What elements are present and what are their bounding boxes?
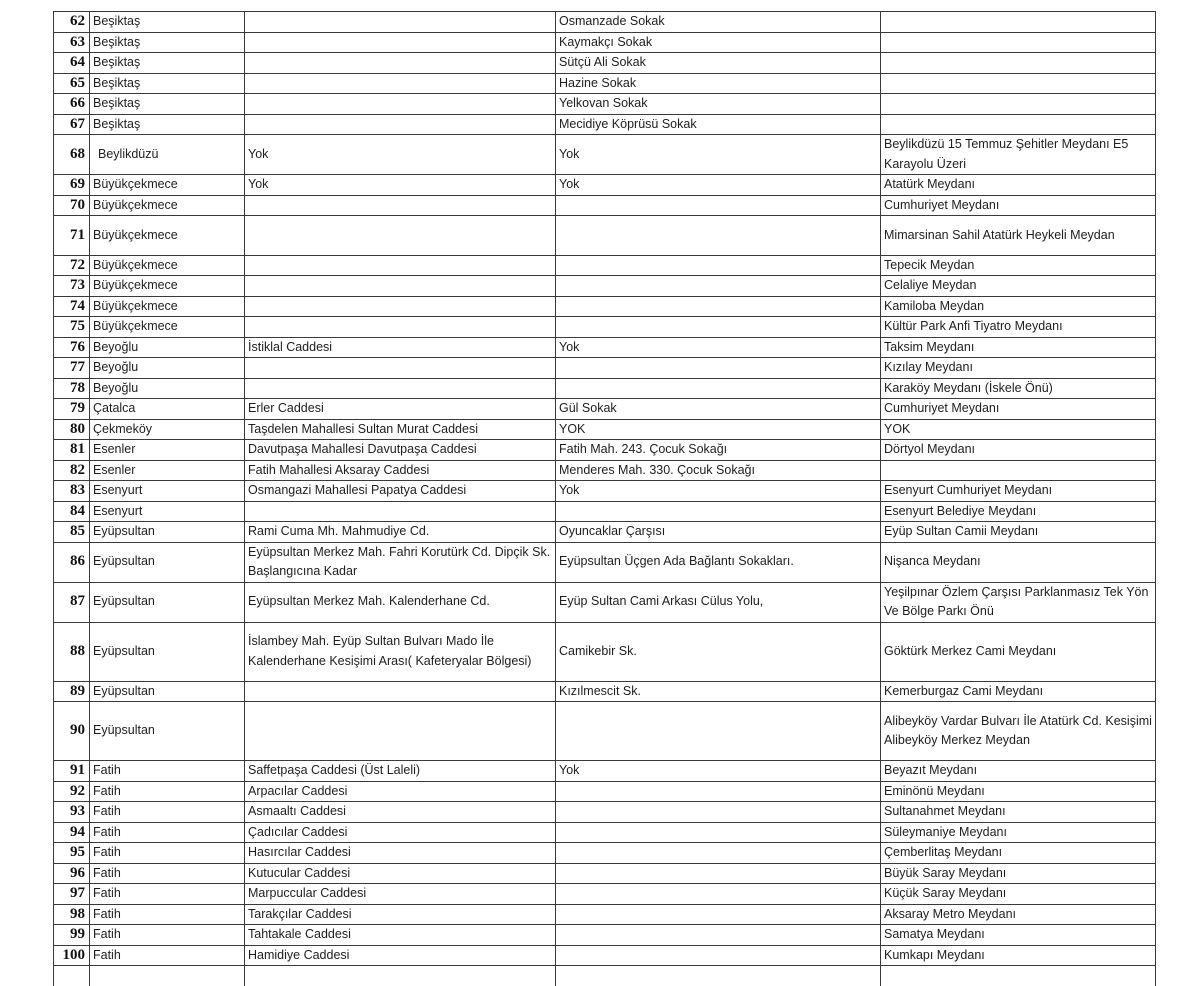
table-row	[54, 399, 1156, 420]
district-cell: Büyükçekmece	[90, 195, 245, 216]
alley-cell	[556, 863, 881, 884]
row-number-cell: 95	[54, 843, 90, 864]
square-cell: Küçük Saray Meydanı	[881, 884, 1156, 905]
table-row	[54, 843, 1156, 864]
square-cell: Beylikdüzü 15 Temmuz Şehitler Meydanı E5 Karayolu Üzeri	[881, 135, 1156, 175]
table-row	[54, 802, 1156, 823]
district-cell: Büyükçekmece	[90, 317, 245, 338]
empty-cell	[556, 966, 881, 986]
row-number-cell: 86	[54, 542, 90, 582]
square-cell	[881, 53, 1156, 74]
row-number-cell: 99	[54, 925, 90, 946]
table-row	[54, 419, 1156, 440]
row-number-cell: 92	[54, 781, 90, 802]
alley-cell: Yok	[556, 135, 881, 175]
district-cell: Fatih	[90, 925, 245, 946]
district-cell: Büyükçekmece	[90, 296, 245, 317]
square-cell: Tepecik Meydan	[881, 255, 1156, 276]
street-cell	[245, 702, 556, 761]
street-cell: Hamidiye Caddesi	[245, 945, 556, 966]
street-cell	[245, 216, 556, 256]
street-cell: Taşdelen Mahallesi Sultan Murat Caddesi	[245, 419, 556, 440]
row-number-cell: 64	[54, 53, 90, 74]
square-cell	[881, 114, 1156, 135]
square-cell: Yeşilpınar Özlem Çarşısı Parklanmasız Tek Yön Ve Bölge Parkı Önü	[881, 582, 1156, 622]
alley-cell: Osmanzade Sokak	[556, 12, 881, 33]
district-cell: Fatih	[90, 884, 245, 905]
street-cell	[245, 255, 556, 276]
street-cell: Marpuccular Caddesi	[245, 884, 556, 905]
street-cell: Arpacılar Caddesi	[245, 781, 556, 802]
table-row	[54, 945, 1156, 966]
row-number-cell: 100	[54, 945, 90, 966]
street-cell: Kutucular Caddesi	[245, 863, 556, 884]
district-cell: Esenyurt	[90, 481, 245, 502]
table-row	[54, 135, 1156, 175]
row-number-cell: 79	[54, 399, 90, 420]
alley-cell	[556, 904, 881, 925]
alley-cell: Eyüpsultan Üçgen Ada Bağlantı Sokakları.	[556, 542, 881, 582]
table-row	[54, 542, 1156, 582]
street-cell: Eyüpsultan Merkez Mah. Fahri Korutürk Cd. Dipçik Sk. Başlangıcına Kadar	[245, 542, 556, 582]
district-cell: Fatih	[90, 945, 245, 966]
table-row-partial	[54, 966, 1156, 986]
district-cell: Esenyurt	[90, 501, 245, 522]
square-cell: Kemerburgaz Cami Meydanı	[881, 681, 1156, 702]
row-number-cell: 85	[54, 522, 90, 543]
alley-cell	[556, 255, 881, 276]
alley-cell: Yelkovan Sokak	[556, 94, 881, 115]
district-cell: Beşiktaş	[90, 53, 245, 74]
table-row	[54, 73, 1156, 94]
row-number-cell: 70	[54, 195, 90, 216]
alley-cell	[556, 378, 881, 399]
table-row	[54, 317, 1156, 338]
table-row	[54, 863, 1156, 884]
table-row	[54, 378, 1156, 399]
street-cell	[245, 94, 556, 115]
street-cell	[245, 317, 556, 338]
street-cell: Eyüpsultan Merkez Mah. Kalenderhane Cd.	[245, 582, 556, 622]
alley-cell: Hazine Sokak	[556, 73, 881, 94]
street-cell: Erler Caddesi	[245, 399, 556, 420]
street-cell: Saffetpaşa Caddesi (Üst Laleli)	[245, 761, 556, 782]
empty-cell	[881, 966, 1156, 986]
district-cell: Fatih	[90, 822, 245, 843]
district-cell: Fatih	[90, 781, 245, 802]
street-cell	[245, 378, 556, 399]
square-cell: Eyüp Sultan Camii Meydanı	[881, 522, 1156, 543]
district-cell: Fatih	[90, 843, 245, 864]
district-cell: Fatih	[90, 761, 245, 782]
district-cell: Beşiktaş	[90, 114, 245, 135]
row-number-cell: 72	[54, 255, 90, 276]
location-table	[53, 11, 1156, 986]
street-cell	[245, 12, 556, 33]
square-cell	[881, 12, 1156, 33]
district-cell: Eyüpsultan	[90, 582, 245, 622]
district-cell: Fatih	[90, 863, 245, 884]
square-cell	[881, 73, 1156, 94]
row-number-cell: 65	[54, 73, 90, 94]
district-cell: Beylikdüzü	[90, 135, 245, 175]
table-row	[54, 761, 1156, 782]
row-number-cell: 73	[54, 276, 90, 297]
street-cell	[245, 73, 556, 94]
street-cell: Fatih Mahallesi Aksaray Caddesi	[245, 460, 556, 481]
row-number-cell: 89	[54, 681, 90, 702]
alley-cell: Yok	[556, 761, 881, 782]
table-row	[54, 460, 1156, 481]
district-cell: Beşiktaş	[90, 94, 245, 115]
square-cell	[881, 32, 1156, 53]
street-cell	[245, 681, 556, 702]
alley-cell	[556, 925, 881, 946]
table-row	[54, 195, 1156, 216]
table-row	[54, 781, 1156, 802]
row-number-cell: 75	[54, 317, 90, 338]
district-cell: Beyoğlu	[90, 378, 245, 399]
alley-cell: Yok	[556, 481, 881, 502]
table-row	[54, 53, 1156, 74]
street-cell: Tarakçılar Caddesi	[245, 904, 556, 925]
square-cell: Taksim Meydanı	[881, 337, 1156, 358]
street-cell: Tahtakale Caddesi	[245, 925, 556, 946]
row-number-cell: 98	[54, 904, 90, 925]
row-number-cell: 97	[54, 884, 90, 905]
square-cell	[881, 94, 1156, 115]
square-cell: Mimarsinan Sahil Atatürk Heykeli Meydan	[881, 216, 1156, 256]
street-cell: Osmangazi Mahallesi Papatya Caddesi	[245, 481, 556, 502]
table-row	[54, 481, 1156, 502]
table-row	[54, 904, 1156, 925]
district-cell: Eyüpsultan	[90, 522, 245, 543]
row-number-cell: 93	[54, 802, 90, 823]
alley-cell	[556, 884, 881, 905]
alley-cell: Camikebir Sk.	[556, 622, 881, 681]
street-cell	[245, 32, 556, 53]
district-cell: Beyoğlu	[90, 358, 245, 379]
row-number-cell: 81	[54, 440, 90, 461]
square-cell: Celaliye Meydan	[881, 276, 1156, 297]
square-cell: Cumhuriyet Meydanı	[881, 399, 1156, 420]
table-row	[54, 255, 1156, 276]
alley-cell: Kızılmescit Sk.	[556, 681, 881, 702]
square-cell: Esenyurt Cumhuriyet Meydanı	[881, 481, 1156, 502]
table-row	[54, 276, 1156, 297]
square-cell: Beyazıt Meydanı	[881, 761, 1156, 782]
district-cell: Büyükçekmece	[90, 175, 245, 196]
alley-cell	[556, 702, 881, 761]
square-cell: Sultanahmet Meydanı	[881, 802, 1156, 823]
square-cell: Süleymaniye Meydanı	[881, 822, 1156, 843]
table-row	[54, 12, 1156, 33]
alley-cell	[556, 358, 881, 379]
district-cell: Esenler	[90, 440, 245, 461]
street-cell: İslambey Mah. Eyüp Sultan Bulvarı Mado İle Kalenderhane Kesişimi Arası( Kafeteryalar Bölgesi)	[245, 622, 556, 681]
row-number-cell: 66	[54, 94, 90, 115]
table-row	[54, 216, 1156, 256]
alley-cell	[556, 216, 881, 256]
empty-cell	[90, 966, 245, 986]
district-cell: Beyoğlu	[90, 337, 245, 358]
district-cell: Beşiktaş	[90, 73, 245, 94]
table-row	[54, 296, 1156, 317]
alley-cell	[556, 317, 881, 338]
row-number-cell: 63	[54, 32, 90, 53]
alley-cell: Eyüp Sultan Cami Arkası Cülus Yolu,	[556, 582, 881, 622]
table-row	[54, 337, 1156, 358]
table-row	[54, 622, 1156, 681]
alley-cell: Mecidiye Köprüsü Sokak	[556, 114, 881, 135]
square-cell: Nişanca Meydanı	[881, 542, 1156, 582]
table-row	[54, 681, 1156, 702]
row-number-cell: 74	[54, 296, 90, 317]
row-number-cell: 80	[54, 419, 90, 440]
district-cell: Beşiktaş	[90, 32, 245, 53]
alley-cell	[556, 296, 881, 317]
table-row	[54, 114, 1156, 135]
district-cell: Eyüpsultan	[90, 542, 245, 582]
street-cell	[245, 114, 556, 135]
district-cell: Çekmeköy	[90, 419, 245, 440]
street-cell: Rami Cuma Mh. Mahmudiye Cd.	[245, 522, 556, 543]
table-row	[54, 32, 1156, 53]
empty-cell	[245, 966, 556, 986]
row-number-cell: 84	[54, 501, 90, 522]
table-row	[54, 175, 1156, 196]
document-page	[53, 11, 1156, 986]
district-cell: Esenler	[90, 460, 245, 481]
square-cell: Kamiloba Meydan	[881, 296, 1156, 317]
street-cell	[245, 296, 556, 317]
square-cell: Kültür Park Anfi Tiyatro Meydanı	[881, 317, 1156, 338]
row-number-cell: 67	[54, 114, 90, 135]
square-cell: Çemberlitaş Meydanı	[881, 843, 1156, 864]
alley-cell: Yok	[556, 175, 881, 196]
street-cell: Yok	[245, 135, 556, 175]
table-row	[54, 358, 1156, 379]
row-number-cell: 91	[54, 761, 90, 782]
district-cell: Büyükçekmece	[90, 276, 245, 297]
district-cell: Fatih	[90, 802, 245, 823]
square-cell: Dörtyol Meydanı	[881, 440, 1156, 461]
alley-cell	[556, 822, 881, 843]
square-cell: Karaköy Meydanı (İskele Önü)	[881, 378, 1156, 399]
alley-cell	[556, 276, 881, 297]
district-cell: Eyüpsultan	[90, 702, 245, 761]
square-cell: Cumhuriyet Meydanı	[881, 195, 1156, 216]
alley-cell	[556, 781, 881, 802]
district-cell: Eyüpsultan	[90, 681, 245, 702]
square-cell: Esenyurt Belediye Meydanı	[881, 501, 1156, 522]
row-number-cell: 68	[54, 135, 90, 175]
alley-cell: Menderes Mah. 330. Çocuk Sokağı	[556, 460, 881, 481]
street-cell: İstiklal Caddesi	[245, 337, 556, 358]
row-number-cell: 62	[54, 12, 90, 33]
table-row	[54, 822, 1156, 843]
row-number-cell: 90	[54, 702, 90, 761]
square-cell: Büyük Saray Meydanı	[881, 863, 1156, 884]
row-number-cell: 76	[54, 337, 90, 358]
row-number-cell: 82	[54, 460, 90, 481]
street-cell: Çadıcılar Caddesi	[245, 822, 556, 843]
row-number-cell: 78	[54, 378, 90, 399]
district-cell: Eyüpsultan	[90, 622, 245, 681]
district-cell: Çatalca	[90, 399, 245, 420]
row-number-cell: 94	[54, 822, 90, 843]
square-cell	[881, 460, 1156, 481]
table-row	[54, 94, 1156, 115]
table-row	[54, 582, 1156, 622]
district-cell: Fatih	[90, 904, 245, 925]
street-cell: Hasırcılar Caddesi	[245, 843, 556, 864]
street-cell: Davutpaşa Mahallesi Davutpaşa Caddesi	[245, 440, 556, 461]
street-cell: Asmaaltı Caddesi	[245, 802, 556, 823]
table-row	[54, 884, 1156, 905]
square-cell: Atatürk Meydanı	[881, 175, 1156, 196]
row-number-cell: 71	[54, 216, 90, 256]
square-cell: YOK	[881, 419, 1156, 440]
row-number-cell: 88	[54, 622, 90, 681]
district-cell: Beşiktaş	[90, 12, 245, 33]
alley-cell	[556, 802, 881, 823]
alley-cell: Gül Sokak	[556, 399, 881, 420]
row-number-cell: 83	[54, 481, 90, 502]
alley-cell: Kaymakçı Sokak	[556, 32, 881, 53]
square-cell: Kumkapı Meydanı	[881, 945, 1156, 966]
square-cell: Samatya Meydanı	[881, 925, 1156, 946]
alley-cell	[556, 195, 881, 216]
table-row	[54, 522, 1156, 543]
alley-cell	[556, 501, 881, 522]
square-cell: Kızılay Meydanı	[881, 358, 1156, 379]
alley-cell: Yok	[556, 337, 881, 358]
square-cell: Alibeyköy Vardar Bulvarı İle Atatürk Cd. Kesişimi Alibeyköy Merkez Meydan	[881, 702, 1156, 761]
row-number-cell: 77	[54, 358, 90, 379]
square-cell: Aksaray Metro Meydanı	[881, 904, 1156, 925]
street-cell	[245, 501, 556, 522]
table-row	[54, 501, 1156, 522]
table-row	[54, 702, 1156, 761]
alley-cell: Oyuncaklar Çarşısı	[556, 522, 881, 543]
empty-cell	[54, 966, 90, 986]
district-cell: Büyükçekmece	[90, 255, 245, 276]
row-number-cell: 69	[54, 175, 90, 196]
street-cell: Yok	[245, 175, 556, 196]
alley-cell: Fatih Mah. 243. Çocuk Sokağı	[556, 440, 881, 461]
alley-cell: Sütçü Ali Sokak	[556, 53, 881, 74]
row-number-cell: 96	[54, 863, 90, 884]
street-cell	[245, 195, 556, 216]
square-cell: Göktürk Merkez Cami Meydanı	[881, 622, 1156, 681]
street-cell	[245, 53, 556, 74]
street-cell	[245, 358, 556, 379]
street-cell	[245, 276, 556, 297]
table-row	[54, 440, 1156, 461]
table-row	[54, 925, 1156, 946]
alley-cell: YOK	[556, 419, 881, 440]
table-body	[54, 12, 1156, 986]
square-cell: Eminönü Meydanı	[881, 781, 1156, 802]
district-cell: Büyükçekmece	[90, 216, 245, 256]
row-number-cell: 87	[54, 582, 90, 622]
alley-cell	[556, 945, 881, 966]
alley-cell	[556, 843, 881, 864]
